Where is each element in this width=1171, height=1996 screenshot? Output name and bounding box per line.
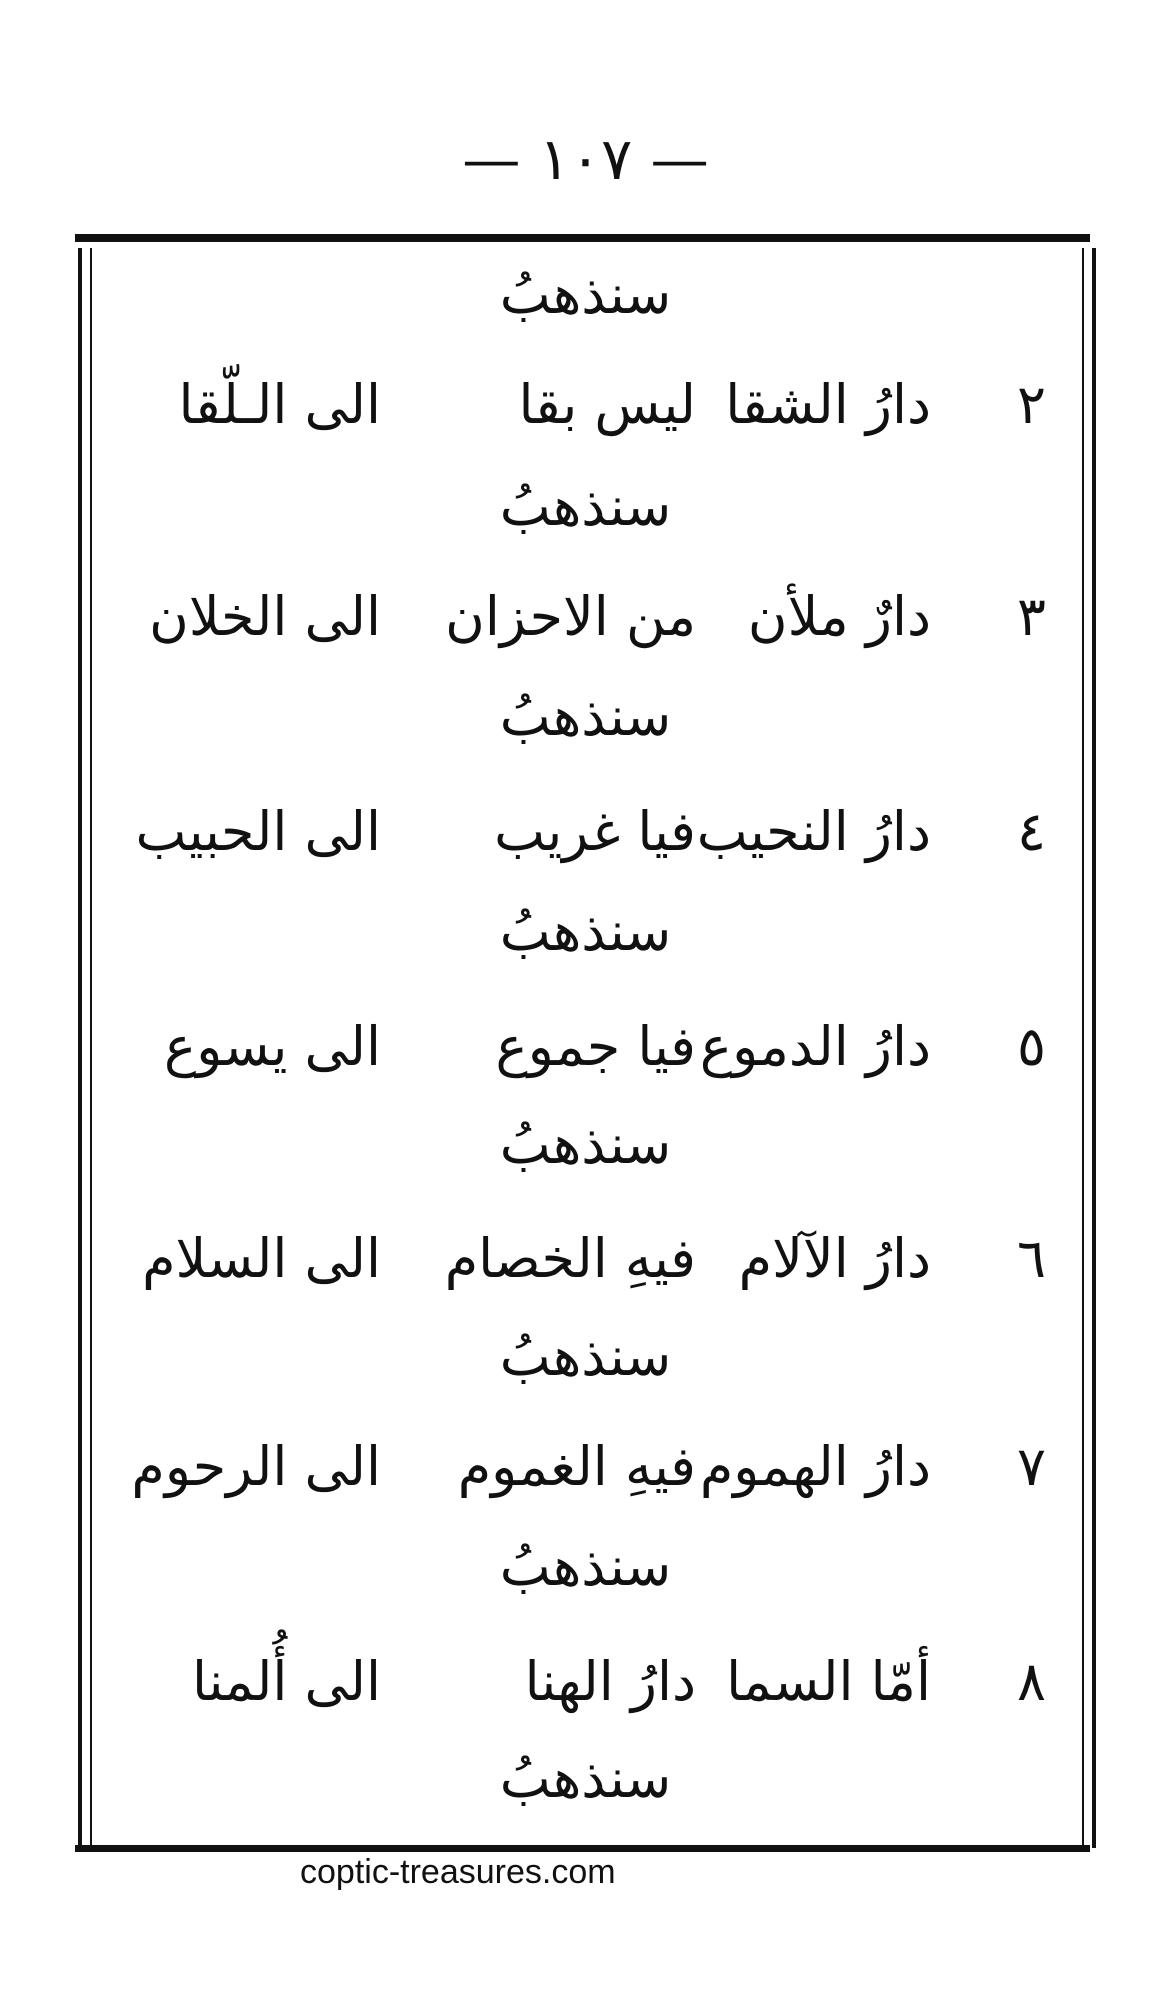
verse-row <box>0 585 1171 670</box>
verse-number: ٤ <box>1016 800 1046 863</box>
verse-part-3: الى أُلمنا <box>191 1650 381 1713</box>
watermark-text: coptic-treasures.com <box>300 1853 616 1891</box>
verse-number: ٣ <box>1016 585 1046 648</box>
verse-part-3: الى السلام <box>142 1227 381 1290</box>
verse-part-1: دارُ الآلام <box>738 1227 931 1290</box>
refrain-line: سنذهبُ <box>499 1113 672 1176</box>
verse-part-1: دارُ الهموم <box>699 1435 931 1498</box>
verse-part-3: الى الرحوم <box>131 1435 381 1498</box>
verse-part-2: ليس بقا <box>518 373 696 436</box>
refrain-line: سنذهبُ <box>499 1747 672 1810</box>
refrain-line: سنذهبُ <box>499 685 672 748</box>
verse-number: ٢ <box>1016 373 1046 436</box>
verse-part-2: دارُ الهنا <box>524 1650 696 1713</box>
verse-part-1: أمّا السما <box>726 1650 931 1713</box>
verse-part-1: دارُ النحيب <box>696 800 931 863</box>
verse-row <box>0 1650 1171 1735</box>
verse-part-3: الى الـلّقا <box>178 373 381 436</box>
refrain-line: سنذهبُ <box>499 475 672 538</box>
refrain-line: سنذهبُ <box>499 1325 672 1388</box>
verse-number: ٦ <box>1016 1227 1046 1290</box>
refrain-line: سنذهبُ <box>499 1535 672 1598</box>
verse-row <box>0 1435 1171 1520</box>
page-number: — ١٠٧ — <box>462 125 709 193</box>
verse-number: ٥ <box>1016 1015 1046 1078</box>
verse-part-1: دارُ الشقا <box>725 373 931 436</box>
verse-part-2: فيا غريب <box>494 800 696 863</box>
verse-part-2: فيا جموع <box>495 1015 696 1078</box>
verse-part-1: دارُ الدموع <box>699 1015 931 1078</box>
verse-row <box>0 1015 1171 1100</box>
verse-number: ٧ <box>1016 1435 1046 1498</box>
verse-part-3: الى الحبيب <box>135 800 381 863</box>
verse-row <box>0 373 1171 458</box>
verse-row <box>0 800 1171 885</box>
verse-part-3: الى يسوع <box>164 1015 381 1078</box>
verse-row <box>0 1227 1171 1312</box>
verse-number: ٨ <box>1016 1650 1046 1713</box>
refrain-line: سنذهبُ <box>499 900 672 963</box>
verse-part-2: فيهِ الخصام <box>444 1227 696 1290</box>
verse-part-2: من الاحزان <box>445 585 696 648</box>
verse-part-3: الى الخلان <box>149 585 381 648</box>
verse-part-2: فيهِ الغموم <box>457 1435 696 1498</box>
refrain-line: سنذهبُ <box>499 263 672 326</box>
verse-part-1: دارٌ ملأن <box>747 585 931 648</box>
